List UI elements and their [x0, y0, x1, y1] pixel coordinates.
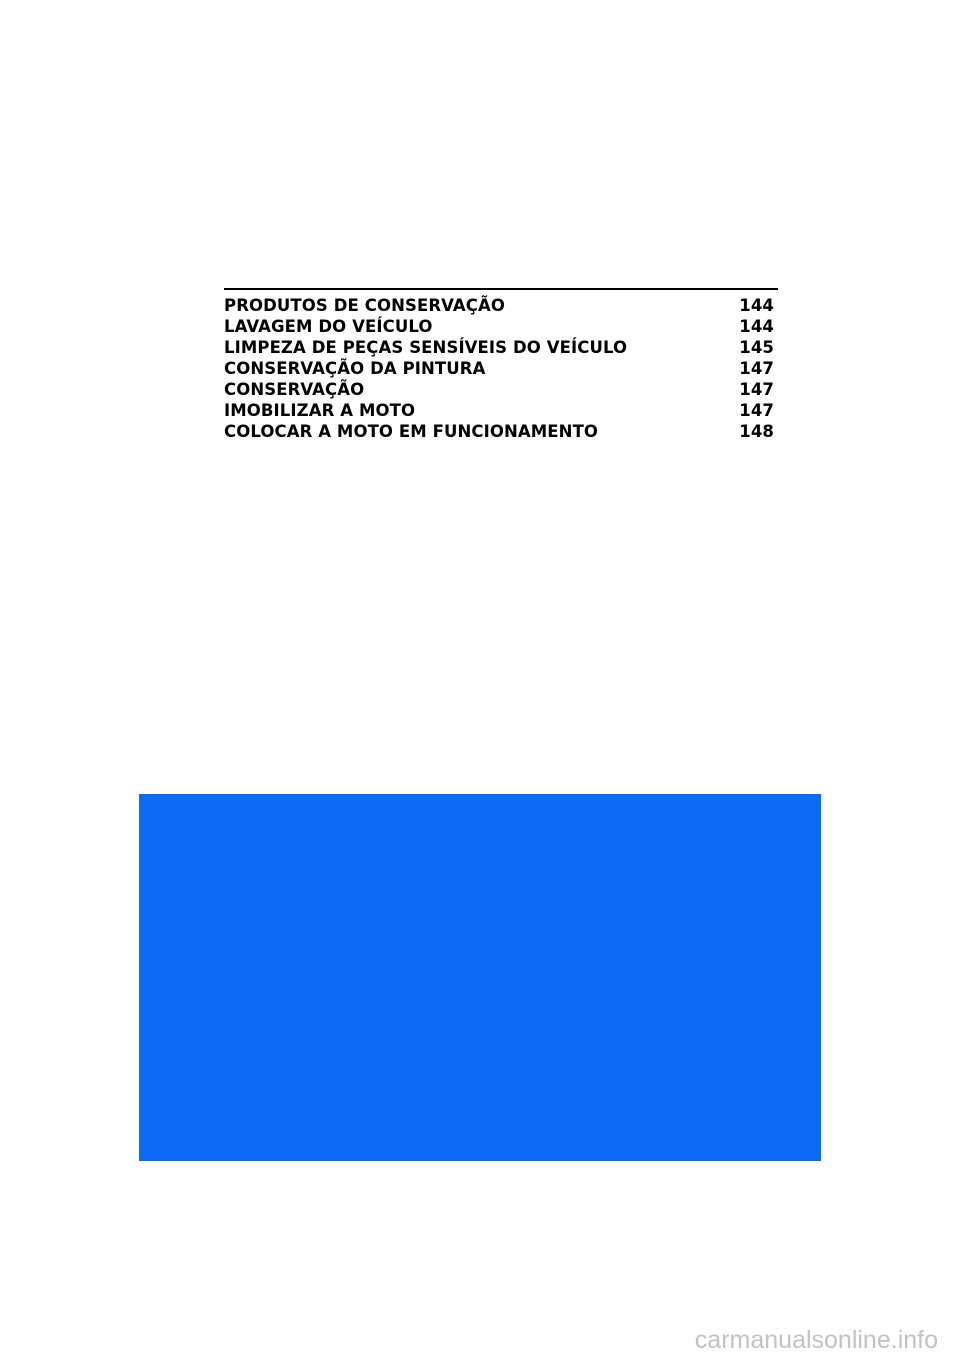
toc-entry-title: PRODUTOS DE CONSERVAÇÃO [224, 296, 505, 315]
toc-entry-title: CONSERVAÇÃO [224, 380, 365, 399]
toc-entry[interactable] [224, 379, 778, 400]
toc-entry-title: LIMPEZA DE PEÇAS SENSÍVEIS DO VEÍCULO [224, 338, 628, 357]
toc-entry-page: 148 [739, 422, 774, 441]
toc-entry-page: 147 [739, 380, 774, 399]
toc-entry[interactable] [224, 337, 778, 358]
toc-entry-title: LAVAGEM DO VEÍCULO [224, 317, 433, 336]
table-of-contents [224, 288, 778, 442]
toc-entry-title: CONSERVAÇÃO DA PINTURA [224, 359, 486, 378]
toc-entry-page: 147 [739, 401, 774, 420]
toc-entry[interactable] [224, 400, 778, 421]
toc-entry-page: 145 [739, 338, 774, 357]
toc-entry[interactable] [224, 295, 778, 316]
toc-entry-page: 144 [739, 296, 774, 315]
chapter-color-panel [139, 794, 821, 1161]
toc-entry-title: COLOCAR A MOTO EM FUNCIONAMENTO [224, 422, 599, 441]
toc-entry[interactable] [224, 358, 778, 379]
toc-entry-page: 147 [739, 359, 774, 378]
toc-entry[interactable] [224, 421, 778, 442]
toc-entry-page: 144 [739, 317, 774, 336]
toc-entry[interactable] [224, 316, 778, 337]
toc-entry-title: IMOBILIZAR A MOTO [224, 401, 416, 420]
watermark-text: carmanualsonline.info [694, 1326, 938, 1354]
